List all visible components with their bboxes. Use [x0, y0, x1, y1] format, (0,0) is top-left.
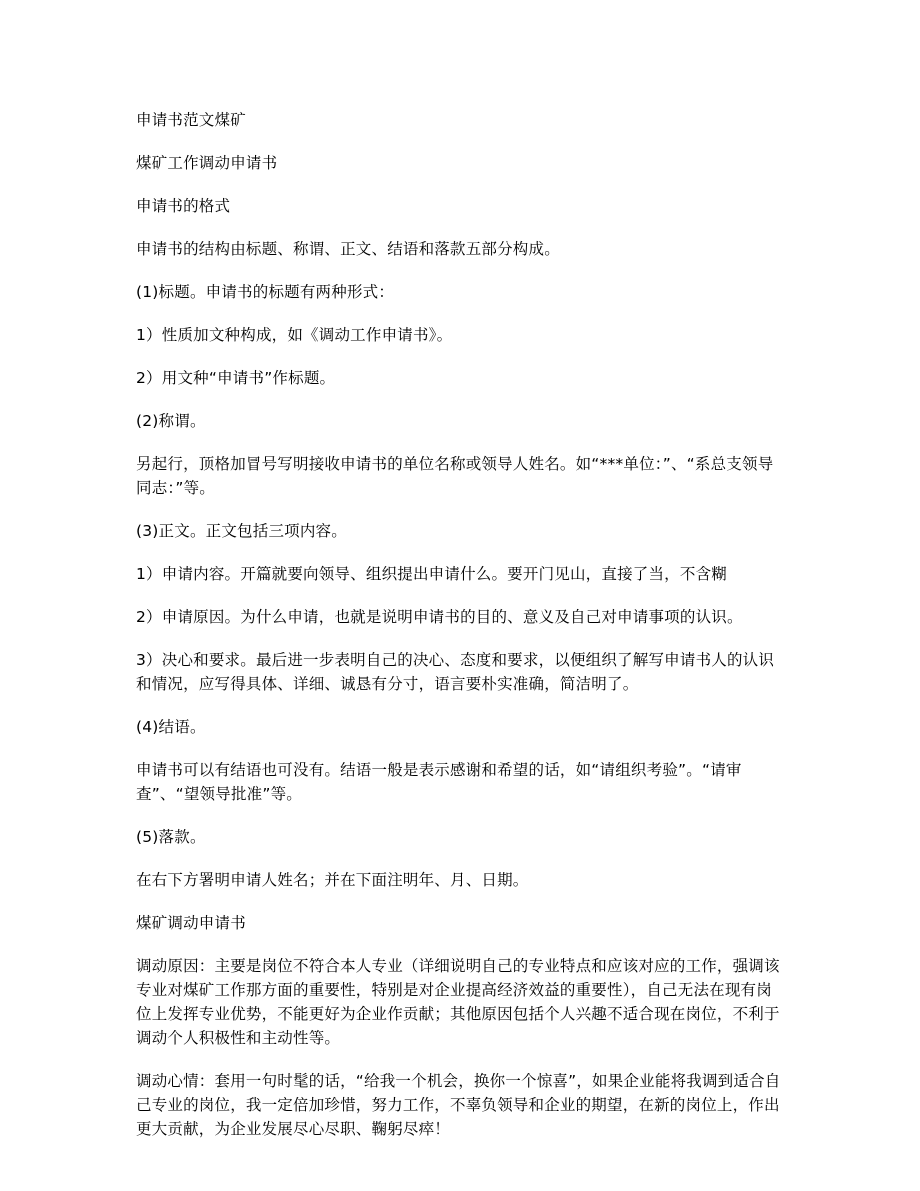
paragraph-salutation-detail: 另起行，顶格加冒号写明接收申请书的单位名称或领导人姓名。如“***单位：”、“系总支领导同志：”等。 — [136, 455, 774, 497]
paragraph-title-section: (1)标题。申请书的标题有两种形式： — [136, 283, 395, 301]
paragraph-title-form-1: 1）性质加文种构成，如《调动工作申请书》。 — [136, 326, 453, 344]
paragraph-body-item-3: 3）决心和要求。最后进一步表明自己的决心、态度和要求，以便组织了解写申请书人的认识和情况，应写得具体、详细、诚恳有分寸，语言要朴实准确，简洁明了。 — [136, 651, 775, 693]
paragraph-body-section: (3)正文。正文包括三项内容。 — [136, 522, 347, 540]
section-heading-format: 申请书的格式 — [136, 197, 231, 215]
paragraph-title-form-2: 2）用文种“申请书”作标题。 — [136, 369, 336, 387]
paragraph-body-item-2: 2）申请原因。为什么申请，也就是说明申请书的目的、意义及自己对申请事项的认识。 — [136, 608, 743, 626]
paragraph-structure: 申请书的结构由标题、称谓、正文、结语和落款五部分构成。 — [136, 240, 560, 258]
paragraph-signature-section: (5)落款。 — [136, 828, 206, 846]
section-heading-transfer: 煤矿调动申请书 — [136, 914, 246, 932]
doc-subtitle: 煤矿工作调动申请书 — [136, 154, 278, 172]
paragraph-body-item-1: 1）申请内容。开篇就要向领导、组织提出申请什么。要开门见山，直接了当，不含糊 — [136, 565, 727, 583]
paragraph-transfer-reason: 调动原因：主要是岗位不符合本人专业（详细说明自己的专业特点和应该对应的工作，强调该专业对煤矿工作那方面的重要性，特别是对企业提高经济效益的重要性），自己无法在现有岗位上发挥专业优势，不能更好为企业作贡献；其他原因包括个人兴趣不适合现在岗位，不利于调动个人积极性和主动性等。 — [136, 957, 780, 1047]
paragraph-salutation-section: (2)称谓。 — [136, 412, 206, 430]
document-body — [136, 108, 786, 1160]
paragraph-closing-detail: 申请书可以有结语也可没有。结语一般是表示感谢和希望的话，如“请组织考验”。“请审查”、“望领导批准”等。 — [136, 761, 742, 803]
paragraph-transfer-feeling: 调动心情：套用一句时髦的话，“给我一个机会，换你一个惊喜”，如果企业能将我调到适合自己专业的岗位，我一定倍加珍惜，努力工作，不辜负领导和企业的期望，在新的岗位上，作出更大贡献，为企业发展尽心尽职、鞠躬尽瘁！ — [136, 1072, 781, 1138]
paragraph-closing-section: (4)结语。 — [136, 718, 206, 736]
doc-title: 申请书范文煤矿 — [136, 111, 246, 129]
paragraph-signature-detail: 在右下方署明申请人姓名；并在下面注明年、月、日期。 — [136, 871, 529, 889]
